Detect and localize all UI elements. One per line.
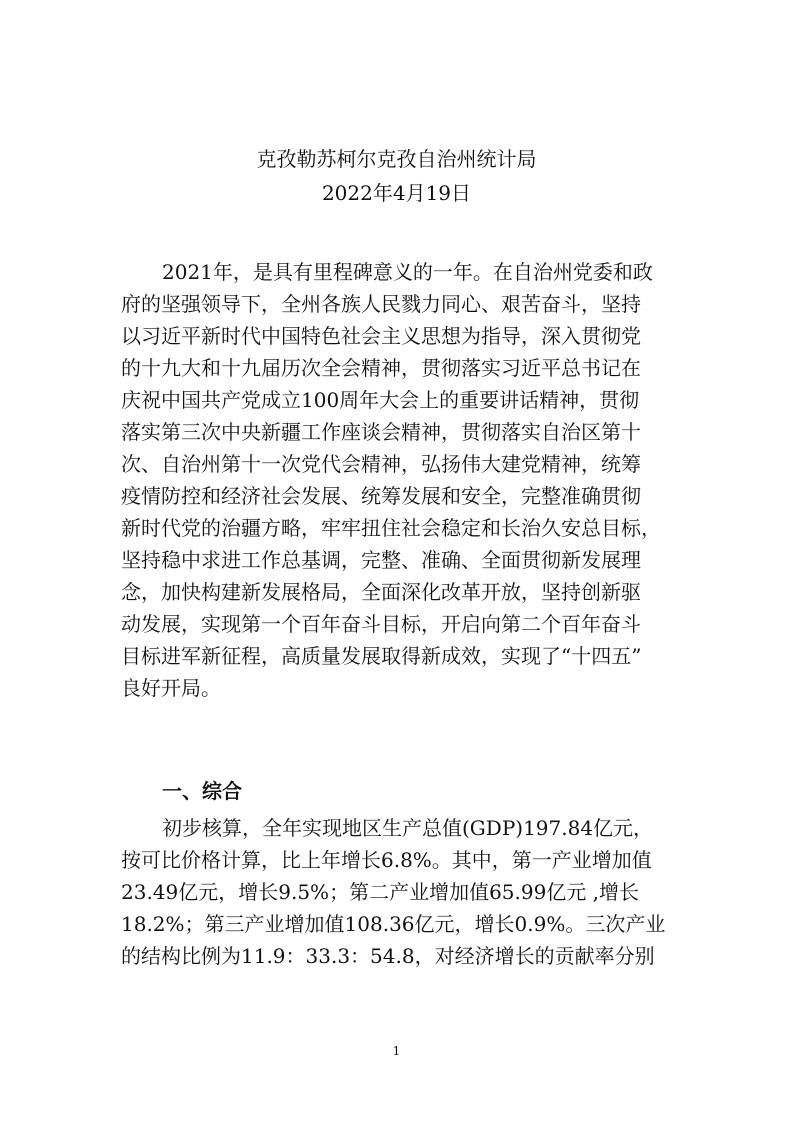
page-number: 1 — [392, 1044, 401, 1058]
issuer-name: 克孜勒苏柯尔克孜自治州统计局 — [256, 147, 537, 171]
issue-date: 2022年4月19日 — [321, 181, 472, 205]
